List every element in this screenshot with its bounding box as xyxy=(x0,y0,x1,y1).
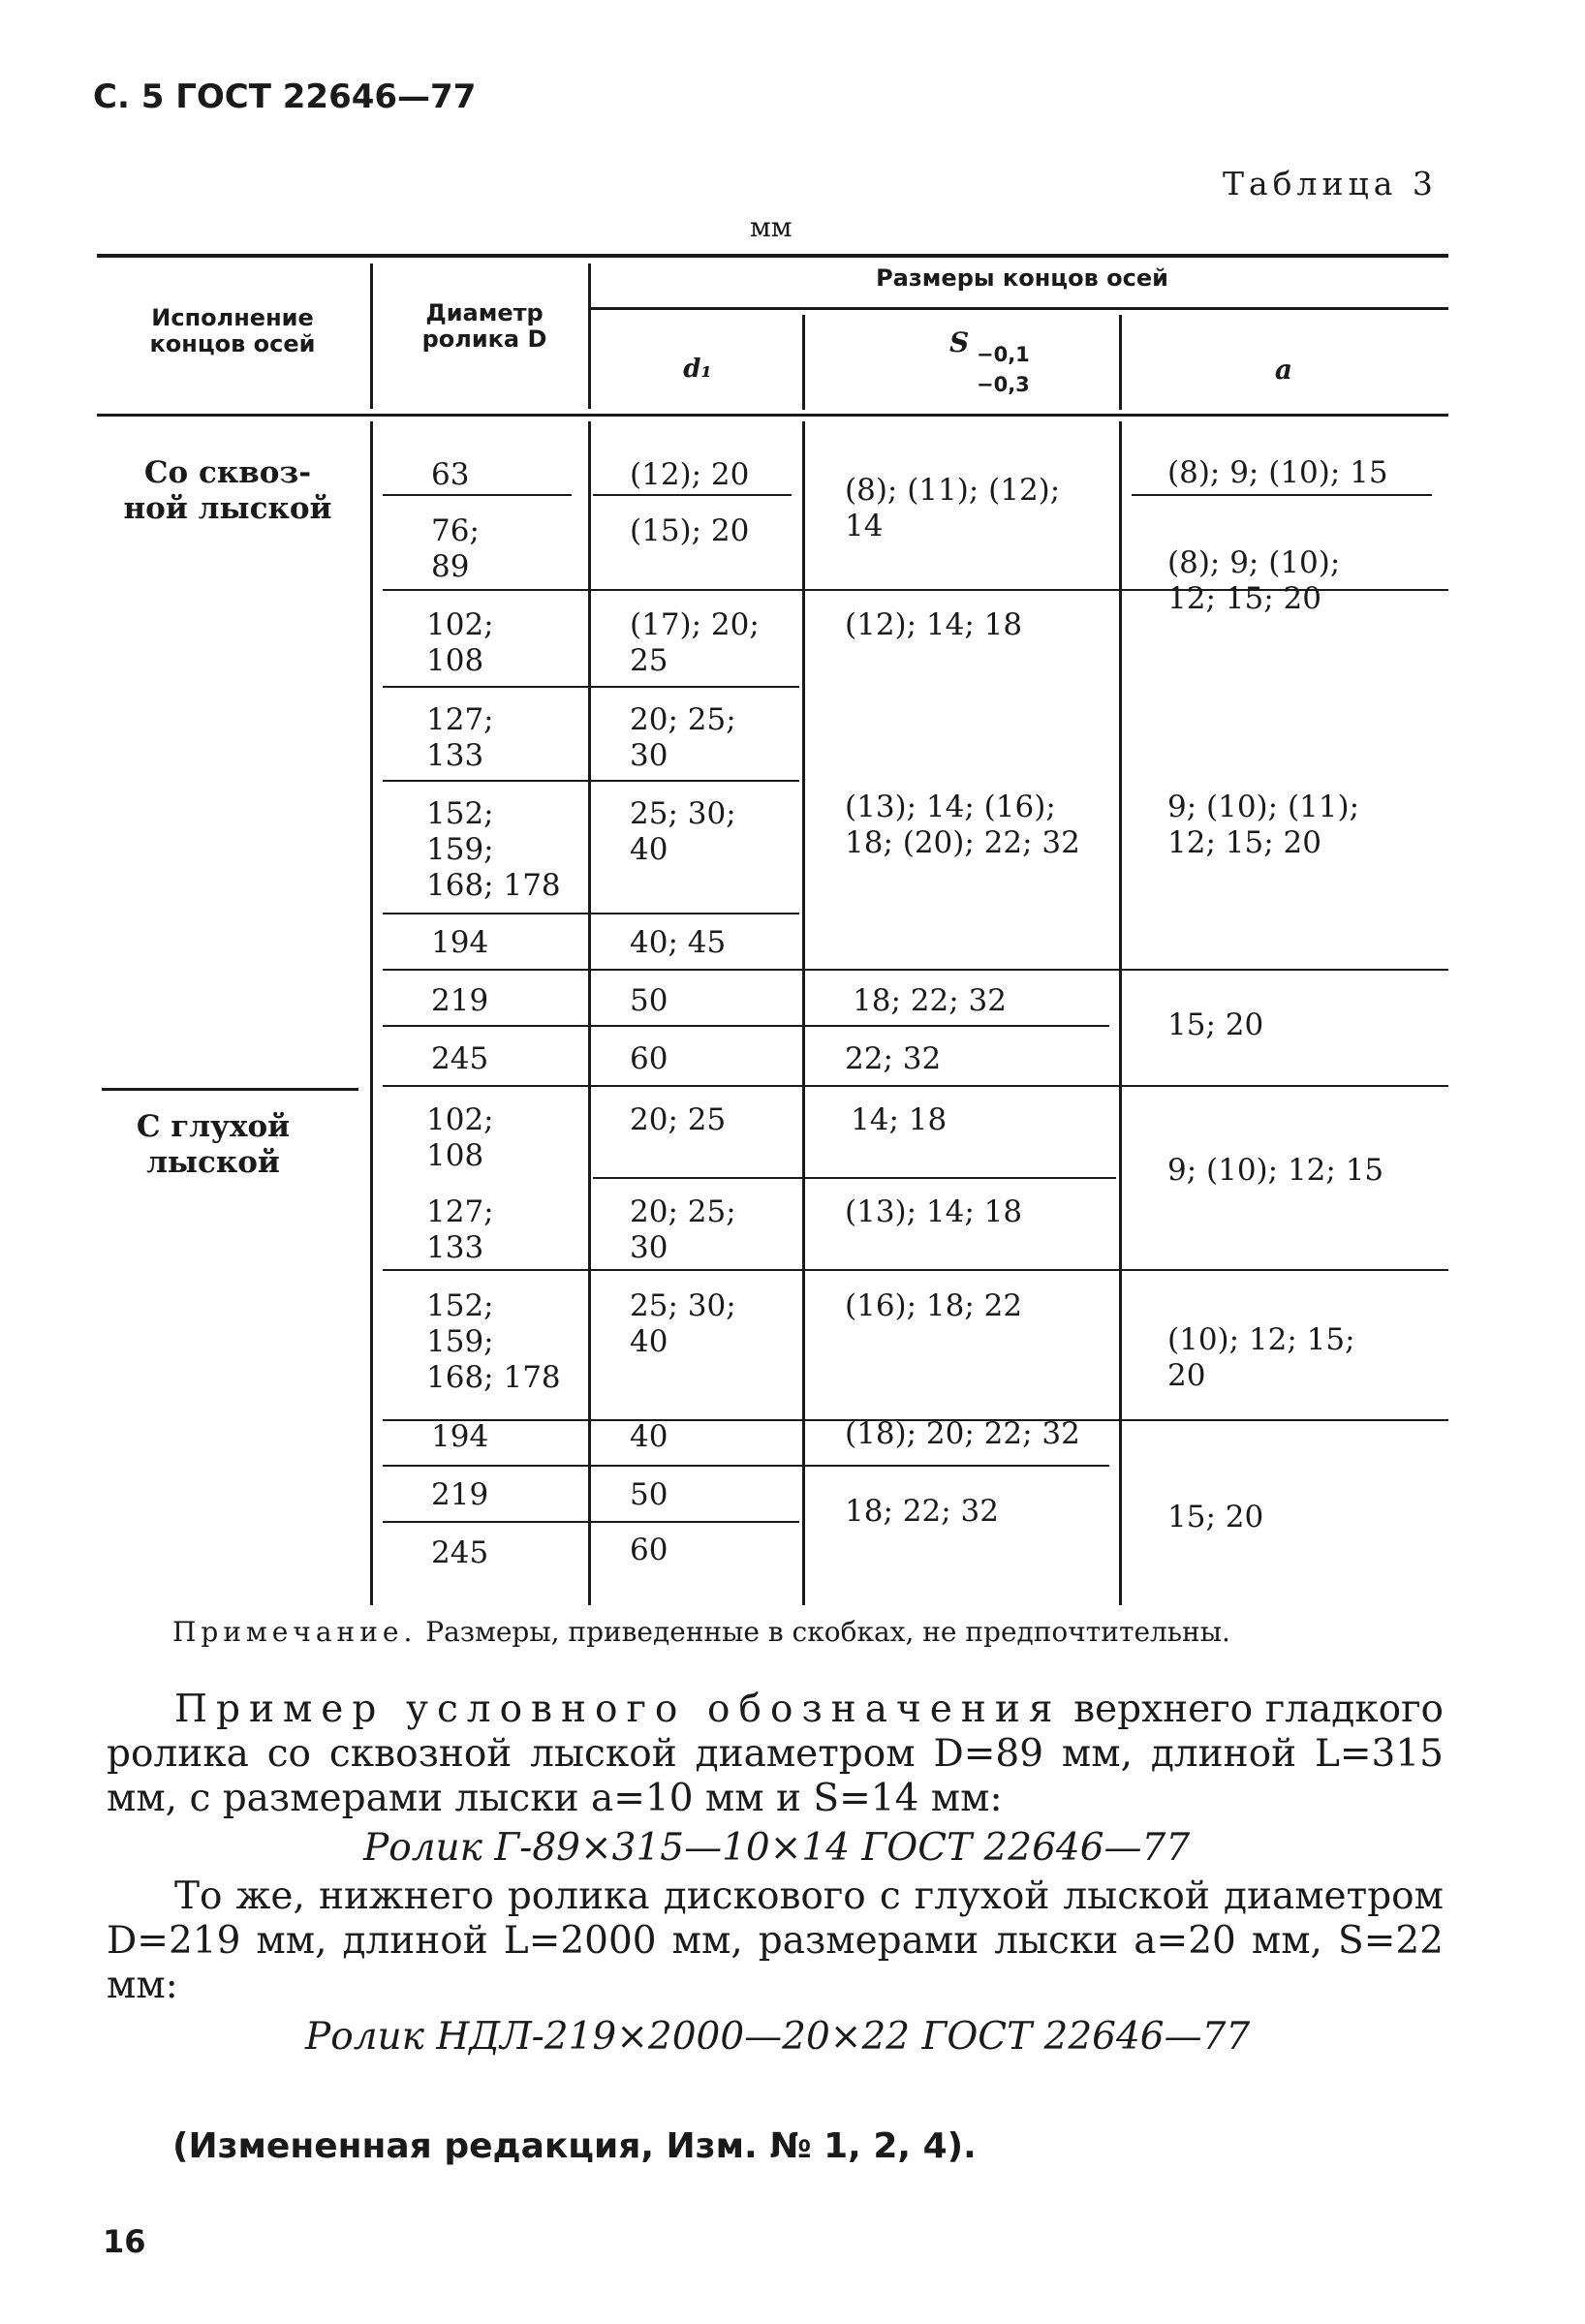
rule-seg xyxy=(383,1521,799,1523)
body-rule-4 xyxy=(1119,421,1122,1605)
table-cell: 102; 108 xyxy=(426,607,494,678)
table-cell: 245 xyxy=(431,1535,489,1570)
rule-seg xyxy=(383,1465,1109,1467)
table-cell: 15; 20 xyxy=(1167,1007,1264,1042)
table-cell: (12); 14; 18 xyxy=(845,607,1023,642)
table-cell: 60 xyxy=(630,1041,668,1076)
example1-designation: Ролик Г-89×315—10×14 ГОСТ 22646—77 xyxy=(363,1826,1191,1870)
table-unit: мм xyxy=(750,211,792,243)
table-cell: 194 xyxy=(431,925,489,960)
col-rule-2 xyxy=(588,263,591,409)
table-cell: (8); 9; (10); 12; 15; 20 xyxy=(1167,545,1341,616)
rule-seg xyxy=(383,494,572,496)
rule-seg xyxy=(383,686,799,688)
table-cell: (13); 14; (16); 18; (20); 22; 32 xyxy=(845,790,1080,860)
table-cell: 219 xyxy=(431,983,489,1018)
table-cell: 22; 32 xyxy=(845,1041,942,1076)
rule-seg xyxy=(593,494,792,496)
table-cell: 40; 45 xyxy=(630,925,727,960)
rule-seg xyxy=(383,913,799,914)
table-cell: 76; 89 xyxy=(431,513,480,584)
header-s-symbol: S xyxy=(949,326,970,358)
table-top-rule xyxy=(97,254,1448,258)
table-cell: 102; 108 xyxy=(426,1102,494,1173)
col-rule-1 xyxy=(370,263,373,409)
table-cell: 152; 159; 168; 178 xyxy=(426,796,561,903)
rule-seg xyxy=(593,1177,1116,1179)
example2-designation: Ролик НДЛ-219×2000—20×22 ГОСТ 22646—77 xyxy=(305,2015,1251,2059)
section-divider-rule xyxy=(102,1088,358,1091)
table-cell: (12); 20 xyxy=(630,457,750,492)
table-cell: 50 xyxy=(630,983,668,1018)
table-cell: 9; (10); 12; 15 xyxy=(1167,1153,1384,1188)
page-number: 16 xyxy=(103,2223,146,2260)
table-cell: 245 xyxy=(431,1041,489,1076)
header-s xyxy=(949,326,1085,396)
table-cell: (15); 20 xyxy=(630,513,750,548)
table-cell: 20; 25; 30 xyxy=(630,1194,736,1265)
revision-note: (Измененная редакция, Изм. № 1, 2, 4). xyxy=(172,2126,977,2166)
table-cell: 25; 30; 40 xyxy=(630,796,736,867)
note-text: Размеры, приведенные в скобках, не предпочтительны. xyxy=(417,1616,1230,1648)
table-cell: (16); 18; 22 xyxy=(845,1288,1023,1323)
table-cell: 40 xyxy=(630,1419,668,1454)
table-note xyxy=(172,1616,1230,1648)
header-diameter xyxy=(383,300,586,353)
body-rule-2 xyxy=(588,421,591,1605)
example1-paragraph xyxy=(107,1688,1444,1821)
rule-seg xyxy=(383,1025,1109,1027)
rule-seg xyxy=(383,780,799,782)
table-cell: 15; 20 xyxy=(1167,1500,1264,1534)
note-label: Примечание. xyxy=(172,1616,418,1648)
header-s-tol-lower: −0,3 xyxy=(977,373,1030,396)
rule-seg xyxy=(1132,494,1432,496)
table-cell: 25; 30; 40 xyxy=(630,1288,736,1359)
table-cell: 152; 159; 168; 178 xyxy=(426,1288,561,1395)
table-cell: 18; 22; 32 xyxy=(845,1494,999,1529)
table-cell: (10); 12; 15; 20 xyxy=(1167,1322,1355,1393)
header-a: a xyxy=(1274,354,1293,386)
body-rule-1 xyxy=(370,421,373,1605)
example1-lead: Пример условного обозначения xyxy=(174,1688,1062,1731)
table-cell: 219 xyxy=(431,1477,489,1512)
document-header: С. 5 ГОСТ 22646—77 xyxy=(93,77,477,116)
table-cell: 194 xyxy=(431,1419,489,1454)
example2-paragraph xyxy=(107,1875,1444,2008)
header-s-tol-upper: −0,1 xyxy=(977,343,1030,366)
table-cell: 20; 25; 30 xyxy=(630,702,736,773)
table-cell: 127; 133 xyxy=(426,702,494,773)
table-cell: 20; 25 xyxy=(630,1102,727,1137)
section-through-flat: Со сквоз- ной лыской xyxy=(123,455,332,526)
header-execution: Исполнение концов осей xyxy=(149,304,316,357)
table-cell: (8); 9; (10); 15 xyxy=(1167,455,1388,490)
group-header-rule xyxy=(591,307,1448,310)
example2-text: То же, нижнего ролика дискового с глухой лыской диаметром D=219 мм, длиной L=2000 мм, размерами лыски a=20 мм, S=22 мм: xyxy=(107,1875,1444,2007)
table-cell: 50 xyxy=(630,1477,668,1512)
table-cell: 18; 22; 32 xyxy=(853,983,1007,1018)
table-cell: (17); 20; 25 xyxy=(630,607,760,678)
col-rule-3 xyxy=(802,315,805,410)
table-cell: (18); 20; 22; 32 xyxy=(845,1416,1080,1451)
table-cell: 127; 133 xyxy=(426,1194,494,1265)
rule-seg xyxy=(383,1269,1448,1271)
table-cell: 14; 18 xyxy=(851,1102,948,1137)
table-cell: (8); (11); (12); 14 xyxy=(845,473,1061,543)
col-rule-4 xyxy=(1119,315,1122,410)
section-blind-flat: С глухой лыской xyxy=(136,1109,291,1180)
rule-seg xyxy=(383,969,1448,971)
table-cell: 9; (10); (11); 12; 15; 20 xyxy=(1167,790,1360,860)
header-d1: d₁ xyxy=(683,355,712,384)
body-rule-3 xyxy=(802,421,805,1605)
header-axle-ends: Размеры концов осей xyxy=(876,264,1168,292)
header-bottom-rule xyxy=(97,414,1448,417)
table-label: Таблица 3 xyxy=(1223,165,1438,202)
rule-seg xyxy=(383,1085,1448,1087)
example1-text: верхнего гладкого ролика со сквозной лыской диаметром D=89 мм, длиной L=315 мм, с размерами лыски a=10 мм и S=14 мм: xyxy=(107,1688,1444,1820)
table-cell: 60 xyxy=(630,1533,668,1567)
table-cell: 63 xyxy=(431,457,470,492)
header-diameter-text: Диаметр ролика D xyxy=(421,299,547,353)
table-cell: (13); 14; 18 xyxy=(845,1194,1023,1229)
